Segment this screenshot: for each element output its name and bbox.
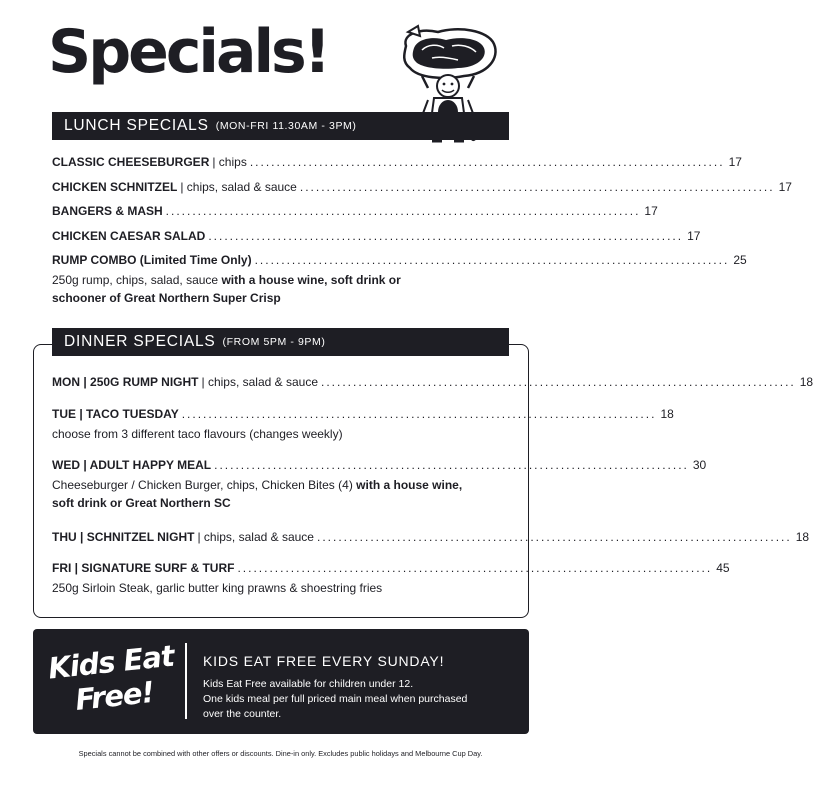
kids-eat-free-logo — [45, 639, 180, 726]
item-price: 18 — [795, 530, 810, 544]
dot-leader: ......................................................................................... — [181, 407, 657, 421]
item-price: 17 — [687, 229, 701, 243]
item-price: 18 — [660, 407, 674, 421]
item-details-plain: choose from 3 different taco flavours (changes weekly) — [52, 427, 343, 441]
item-name: CHICKEN SCHNITZEL — [52, 180, 178, 194]
lunch-specials-header — [52, 112, 509, 140]
lunch-hours: (MON-FRI 11.30AM - 3PM) — [215, 120, 357, 132]
item-name: CHICKEN CAESAR SALAD — [52, 229, 206, 243]
item-price: 45 — [716, 561, 730, 575]
item-name: BANGERS & MASH — [52, 204, 163, 218]
menu-item — [52, 202, 658, 220]
dot-leader: ......................................................................................... — [208, 229, 684, 243]
item-price: 17 — [728, 155, 742, 169]
footer-disclaimer: Specials cannot be combined with other offers or discounts. Dine-in only. Excludes public holidays and Melbourne Cup Day. — [78, 749, 483, 758]
menu-item — [52, 559, 730, 597]
item-price: 17 — [644, 204, 658, 218]
menu-item — [52, 251, 747, 307]
kids-line-1: Kids Eat Free available for children under 12. — [203, 678, 414, 690]
menu-item — [52, 528, 810, 546]
item-name: RUMP COMBO (Limited Time Only) — [52, 253, 252, 267]
dinner-heading: DINNER SPECIALS — [64, 333, 216, 350]
page-title: Specials! — [48, 17, 329, 87]
dot-leader: ......................................................................................... — [165, 204, 641, 218]
kids-line-3: over the counter. — [203, 708, 282, 720]
item-price: 17 — [778, 180, 792, 194]
item-name: FRI | SIGNATURE SURF & TURF — [52, 561, 235, 575]
kids-heading: KIDS EAT FREE EVERY SUNDAY! — [203, 653, 445, 669]
menu-item — [52, 178, 792, 196]
item-name: THU | SCHNITZEL NIGHT — [52, 530, 195, 544]
item-name: MON | 250G RUMP NIGHT — [52, 375, 199, 389]
kids-eat-free-banner — [33, 629, 529, 734]
menu-item — [52, 373, 813, 391]
item-desc: | chips, salad & sauce — [180, 180, 297, 194]
item-name: WED | ADULT HAPPY MEAL — [52, 458, 212, 472]
item-price: 18 — [799, 375, 813, 389]
menu-item — [52, 405, 674, 443]
item-price: 25 — [733, 253, 747, 267]
kids-line-2: One kids meal per full priced main meal when purchased — [203, 693, 468, 705]
kids-logo-line1: Kids Eat — [46, 638, 176, 686]
lunch-heading: LUNCH SPECIALS — [64, 117, 209, 134]
menu-item — [52, 456, 707, 512]
item-desc: | chips — [212, 155, 247, 169]
item-details-plain: 250g rump, chips, salad, sauce — [52, 273, 222, 287]
kids-divider — [185, 643, 187, 719]
dot-leader: ......................................................................................... — [316, 530, 792, 544]
item-name: TUE | TACO TUESDAY — [52, 407, 179, 421]
item-desc: | chips, salad & sauce — [197, 530, 314, 544]
item-details — [52, 425, 505, 443]
item-desc: | chips, salad & sauce — [201, 375, 319, 389]
item-details-plain: Cheeseburger / Chicken Burger, chips, Chicken Bites (4) — [52, 478, 357, 492]
dinner-hours: (FROM 5PM - 9PM) — [222, 336, 326, 348]
item-details-plain: 250g Sirloin Steak, garlic butter king prawns & shoestring fries — [52, 581, 383, 595]
menu-item — [52, 227, 701, 245]
dot-leader: ......................................................................................... — [249, 155, 725, 169]
dot-leader: ......................................................................................... — [214, 458, 689, 472]
dot-leader: ......................................................................................... — [299, 180, 775, 194]
kids-logo-line2: Free! — [73, 674, 156, 717]
item-details — [52, 579, 505, 597]
kids-details — [203, 677, 467, 722]
item-details-bold: with a house wine, soft drink or schooner of Great Northern Super Crisp — [52, 273, 401, 305]
dot-leader: ......................................................................................... — [321, 375, 796, 389]
item-price: 30 — [692, 458, 707, 472]
dot-leader: ......................................................................................... — [237, 561, 713, 575]
item-details — [52, 271, 412, 307]
item-name: CLASSIC CHEESEBURGER — [52, 155, 210, 169]
dot-leader: ......................................................................................... — [254, 253, 730, 267]
dinner-specials-header — [52, 328, 509, 356]
item-details-bold: with a house wine, soft drink or Great Northern SC — [52, 478, 463, 510]
item-details — [52, 476, 482, 512]
menu-item — [52, 153, 742, 171]
